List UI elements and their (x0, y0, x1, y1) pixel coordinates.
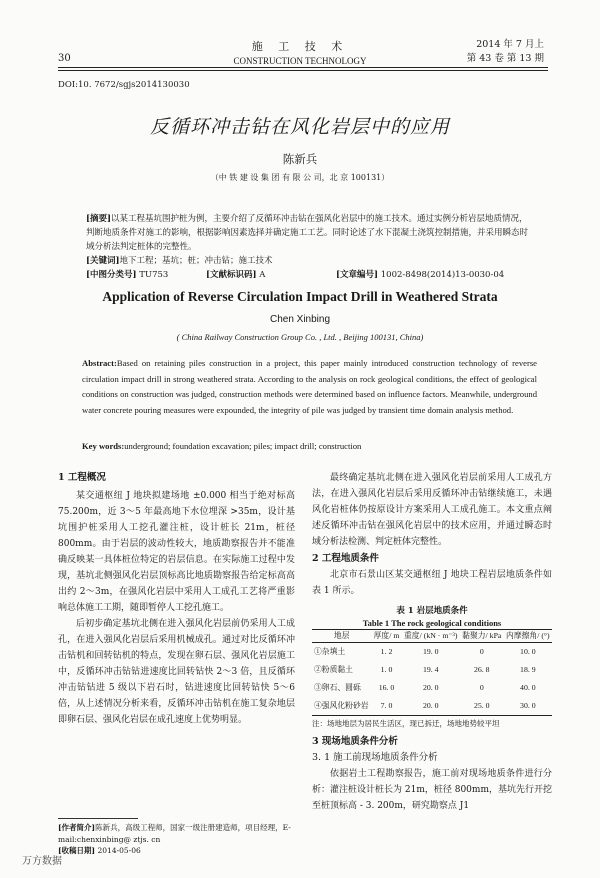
table-header-cell: 重度/ (kN · m⁻³) (402, 630, 460, 643)
keywords-cn-text: 地下工程；基坑；桩；冲击钻；施工技术 (119, 256, 273, 266)
table-cell: 40. 0 (520, 683, 536, 692)
table-cell: 26. 8 (473, 665, 490, 674)
table-cell: 7. 0 (371, 697, 401, 716)
wanfang-watermark: 万方数据 (22, 856, 62, 867)
journal-name-en: CONSTRUCTION TECHNOLOGY (233, 56, 367, 66)
classification-row (86, 268, 531, 282)
table-cell: 18. 9 (520, 665, 536, 674)
abstract-en-label: Abstract: (82, 358, 117, 368)
table-1-note: 注：场地地层为居民生活区，现已拆迁，场地地势较平坦 (312, 719, 500, 728)
title-cn: 反循环冲击钻在风化岩层中的应用 (149, 116, 450, 138)
table-header-cell: 内摩擦角/ (°) (504, 630, 552, 643)
table-header-cell: 黏聚力/ kPa (460, 630, 504, 643)
table-cell: 20. 0 (422, 683, 439, 692)
page-number: 30 (58, 53, 71, 64)
table-header-row (312, 630, 552, 643)
section-2-para-1: 北京市石景山区某交通枢纽 J 地块工程岩层地质条件如表 1 所示。 (312, 570, 552, 596)
volume-issue: 第 43 卷 第 13 期 (466, 53, 544, 64)
author-bio-text: 陈新兵，高级工程师，国家一级注册建造师，项目经理，E-mail:chenxinbing@ ztjs. cn (58, 823, 291, 844)
affiliation-cn: （中 铁 建 设 集 团 有 限 公 司，北 京 100131） (210, 173, 390, 182)
table-1-title-cn: 表 1 岩层地质条件 (396, 606, 468, 616)
table-cell: 1. 2 (380, 647, 393, 656)
table-header-cell: 地层 (312, 630, 371, 643)
author-en: Chen Xinbing (269, 314, 331, 325)
abstract-en (82, 356, 537, 418)
title-en: Application of Reverse Circulation Impact Drill in Weathered Strata (102, 289, 498, 304)
table-cell: 25. 0 (460, 697, 504, 716)
right-column (312, 470, 552, 814)
table-1-grid (312, 629, 552, 716)
table-cell: 1. 0 (380, 665, 393, 674)
affiliation-en: ( China Railway Construction Group Co. , Ltd. , Beijing 100131, China) (176, 332, 424, 342)
table-cell: ④强风化粉砂岩 (312, 697, 371, 716)
doc-value: A (259, 270, 266, 280)
left-column (58, 470, 295, 728)
abstract-cn-label: [摘要] (86, 214, 112, 224)
abstract-cn-text: 以某工程基坑围护桩为例，主要介绍了反循环冲击钻在强风化岩层中的施工技术。通过实例分析岩层地质情况，判断地质条件对施工的影响，根据影响因素选择并确定施工工艺。同时论述了水下混凝土浇筑控制措施，并采用瞬态时域分析法判定桩体的完整性。 (86, 214, 529, 252)
footnote-rule (58, 818, 138, 819)
doc-code (206, 268, 336, 282)
clc (86, 268, 206, 282)
received-date (58, 845, 298, 857)
keywords-cn (86, 254, 531, 268)
received-label: [收稿日期] (58, 846, 96, 855)
table-row (312, 661, 552, 679)
article-number (336, 268, 504, 282)
table-cell: 10. 0 (520, 647, 536, 656)
table-row (312, 697, 552, 716)
author-bio-label: [作者简介] (58, 823, 96, 832)
clc-value: TU753 (139, 270, 169, 280)
doi: DOI:10. 7672/sgjs2014130030 (58, 80, 190, 90)
article-value: 1002-8498(2014)13-0030-04 (380, 270, 505, 280)
table-cell: ②粉质黏土 (314, 665, 353, 674)
section-3-title: 3 现场地质条件分析 (312, 736, 398, 747)
abstract-cn (86, 212, 531, 254)
issue-date: 2014 年 7 月上 (476, 39, 544, 50)
issue-info (467, 38, 544, 66)
keywords-en-text: underground; foundation excavation; piles; impact drill; construction (124, 441, 362, 451)
author-cn: 陈新兵 (282, 152, 318, 166)
table-1-title-en: Table 1 The rock geological conditions (362, 618, 502, 628)
header-rule (58, 67, 548, 68)
section-1-para-2: 后初步确定基坑北侧在进入强风化岩层前仍采用人工成孔，在进入强风化岩层后采用机械成孔。通过对比反循环冲击钻机和回转钻机的特点，发现在卵石层、强风化岩层施工中，反循环冲击钻钻进速度比回转钻快 2～3 倍，且反循环冲击钻钻进 5 级以下岩石时，钻进速度比回转钻快 5～6 倍，从上述情况分析来看，反循环冲击钻机在施工复杂地层即卵石层、强风化岩层在成孔速度上优势明显。 (58, 619, 295, 725)
table-cell: 0 (479, 647, 484, 656)
clc-label: [中图分类号] (86, 270, 137, 280)
keywords-en-label: Key words: (82, 441, 125, 451)
table-row (312, 679, 552, 697)
table-cell: 0 (479, 683, 484, 692)
table-cell: ③卵石、圆砾 (314, 683, 361, 692)
table-1 (312, 605, 552, 730)
table-row (312, 643, 552, 662)
received-value: 2014-05-06 (97, 846, 141, 855)
table-cell: 19. 0 (422, 647, 439, 656)
author-bio (58, 822, 298, 845)
section-3-1-para-1: 依据岩土工程勘察报告，施工前对现场地质条件进行分析：灌注桩设计桩长为 21m，桩径 800mm，基坑先行开挖至桩顶标高 - 3. 200m，研究勘察点 J1 (312, 769, 552, 811)
doc-label: [文献标识码] (206, 270, 257, 280)
table-header-cell: 厚度/ m (371, 630, 401, 643)
table-cell: 20. 0 (402, 697, 460, 716)
keywords-en (82, 441, 537, 451)
abstract-cn-block (86, 212, 531, 282)
table-cell: ①杂填土 (314, 647, 346, 656)
footnote (58, 822, 298, 857)
header-rule-thin (58, 70, 548, 71)
keywords-cn-label: [关键词] (86, 256, 120, 266)
table-cell: 30. 0 (504, 697, 552, 716)
journal-name-cn: 施 工 技 术 (251, 40, 349, 53)
section-1-title: 1 工程概况 (58, 472, 106, 483)
section-1-para-1: 某交通枢纽 J 地块拟建场地 ±0.000 相当于绝对标高 75.200m，近 3～5 年最高地下水位埋深 >35m，设计基坑围护桩采用人工挖孔灌注桩，设计桩长 21m，桩径 800mm。由于岩层的波动性较大，地质勘察报告并不能准确反映某一具体桩位特定的岩层信息。在实际施工过程中发现，基坑北侧强风化岩层顶标高比地质勘察报告给定标高高出约 2～3m，在强风化岩层中采用人工成孔工艺将严重影响总体施工工期，随即暂停人工挖孔施工。 (58, 491, 295, 613)
table-cell: 19. 4 (422, 665, 439, 674)
section-1-para-3: 最终确定基坑北侧在进入强风化岩层前采用人工成孔方法，在进入强风化岩层后采用反循环冲击钻继续施工，未遇风化岩桩体仍按原设计方案采用人工成孔施工。本文重点阐述反循环冲击钻在强风化岩层中的技术应用，并通过瞬态时域分析法检测、判定桩体完整性。 (312, 473, 552, 547)
abstract-en-text: Based on retaining piles construction in a project, this paper mainly introduced construction technology of reverse circulation impact drill in strong weathered strata. According to the analysis on rock geological conditions, the effect of geological conditions on construction was judged, construction methods were determined based on influence factors. Meanwhile, underground water concrete pouring measures were expounded, the integrity of pile was judged by transient time domain analysis method. (82, 358, 537, 415)
section-2-title: 2 工程地质条件 (312, 553, 379, 564)
section-3-1-title: 3. 1 施工前现场地质条件分析 (312, 752, 438, 763)
article-label: [文章编号] (336, 270, 379, 280)
table-cell: 16. 0 (378, 683, 395, 692)
